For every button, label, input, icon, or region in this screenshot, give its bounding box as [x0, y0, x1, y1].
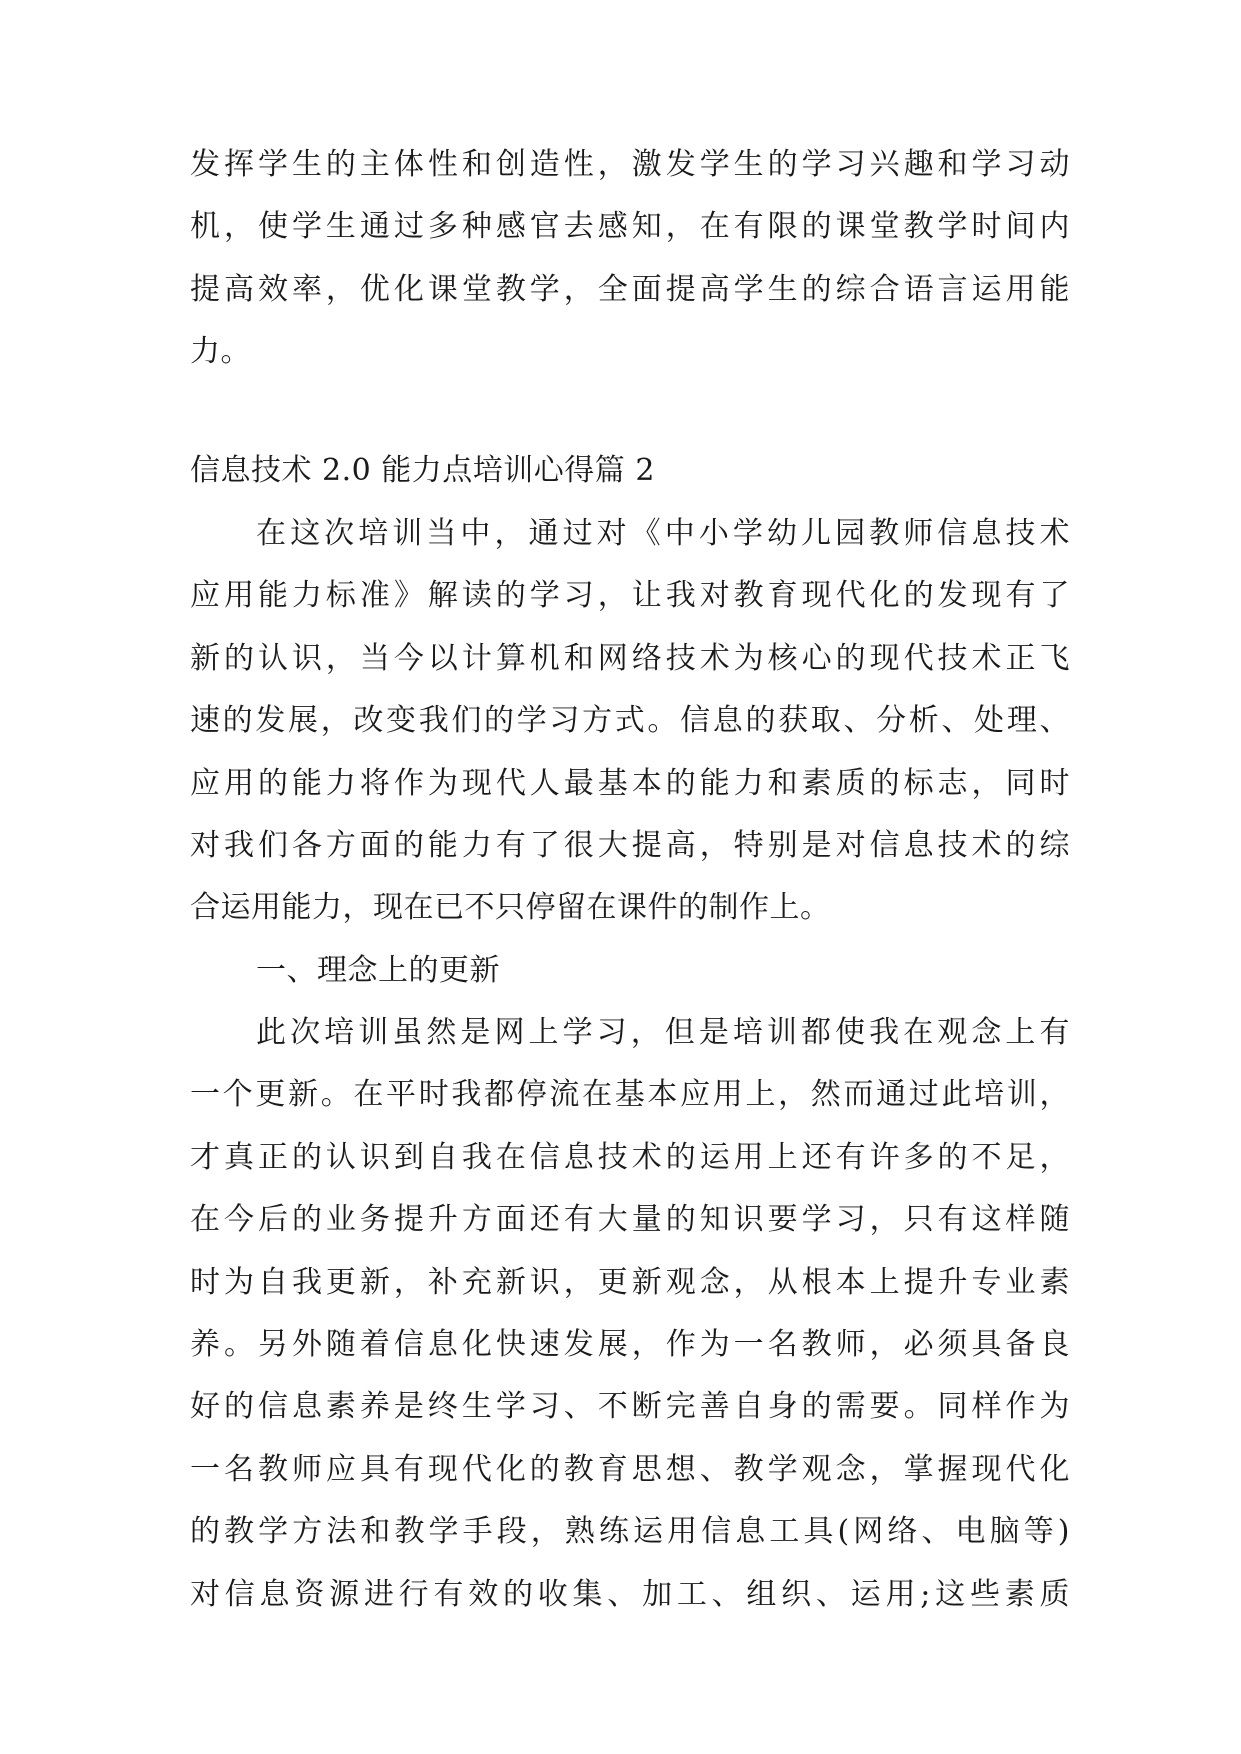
text-line: 应用能力标准》解读的学习，让我对教育现代化的发现有了	[190, 578, 1070, 614]
text-line: 养。另外随着信息化快速发展，作为一名教师，必须具备良	[190, 1326, 1070, 1362]
text-line: 在今后的业务提升方面还有大量的知识要学习，只有这样随	[190, 1202, 1070, 1238]
text-line: 新的认识，当今以计算机和网络技术为核心的现代技术正飞	[190, 640, 1070, 676]
text-line: 对信息资源进行有效的收集、加工、组织、运用;这些素质	[190, 1576, 1070, 1612]
text-line: 在这次培训当中，通过对《中小学幼儿园教师信息技术	[256, 516, 1070, 551]
text-line: 才真正的认识到自我在信息技术的运用上还有许多的不足，	[190, 1139, 1070, 1175]
text-line: 一个更新。在平时我都停流在基本应用上，然而通过此培训，	[190, 1077, 1070, 1113]
text-line: 的教学方法和教学手段，熟练运用信息工具(网络、电脑等)	[190, 1514, 1070, 1550]
subheading: 一、理念上的更新	[256, 953, 500, 988]
paragraph-1	[190, 503, 1070, 940]
text-line: 发挥学生的主体性和创造性，激发学生的学习兴趣和学习动	[190, 147, 1070, 182]
intro-paragraph	[190, 134, 1070, 384]
text-line: 力。	[190, 334, 251, 370]
section-title-block	[190, 440, 1070, 502]
text-line: 机，使学生通过多种感官去感知，在有限的课堂教学时间内	[190, 209, 1070, 245]
text-line: 对我们各方面的能力有了很大提高，特别是对信息技术的综	[190, 827, 1070, 863]
subheading-block	[190, 940, 1070, 1002]
section-title: 信息技术 2.0 能力点培训心得篇 2	[190, 453, 655, 488]
text-line: 时为自我更新，补充新识，更新观念，从根本上提升专业素	[190, 1264, 1070, 1300]
text-line: 合运用能力，现在已不只停留在课件的制作上。	[190, 890, 831, 926]
text-line: 速的发展，改变我们的学习方式。信息的获取、分析、处理、	[190, 703, 1070, 739]
text-line: 好的信息素养是终生学习、不断完善自身的需要。同样作为	[190, 1389, 1070, 1425]
text-line: 此次培训虽然是网上学习，但是培训都使我在观念上有	[256, 1015, 1070, 1050]
paragraph-2	[190, 1002, 1070, 1626]
text-line: 一名教师应具有现代化的教育思想、教学观念，掌握现代化	[190, 1451, 1070, 1487]
text-line: 应用的能力将作为现代人最基本的能力和素质的标志，同时	[190, 765, 1070, 801]
text-line: 提高效率，优化课堂教学，全面提高学生的综合语言运用能	[190, 271, 1070, 307]
